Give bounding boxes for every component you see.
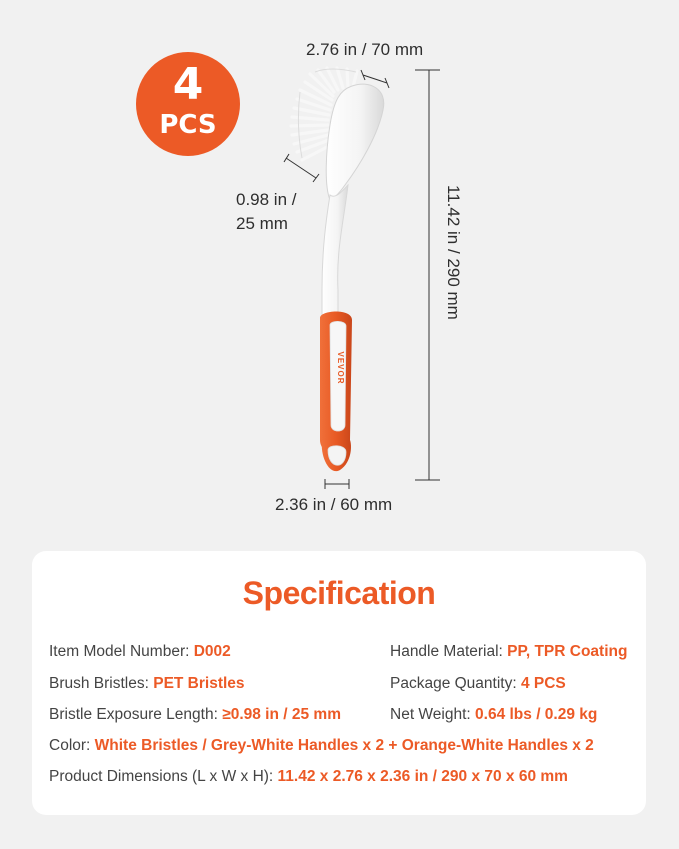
width-dimension: 2.76 in / 70 mm — [306, 40, 424, 59]
spec-title: Specification — [242, 575, 436, 611]
bristle-exposure-line1: 0.98 in / — [236, 190, 297, 209]
height-dimension: 11.42 in / 290 mm — [444, 185, 463, 320]
bristle-exposure-dimension — [236, 188, 326, 236]
spec-handle-material — [390, 643, 627, 661]
spec-value: 0.64 lbs / 0.29 kg — [475, 706, 598, 723]
handle-brand: VEVOR — [336, 351, 345, 385]
spec-value: 4 PCS — [520, 675, 566, 692]
spec-color — [49, 737, 594, 755]
badge-count: 4 — [172, 59, 204, 110]
spec-label: Brush Bristles: — [49, 675, 154, 692]
spec-label: Item Model Number: — [49, 643, 194, 660]
spec-value: ≥0.98 in / 25 mm — [222, 706, 341, 723]
badge-unit: PCS — [159, 110, 217, 140]
spec-label: Color: — [49, 737, 95, 754]
spec-value: PP, TPR Coating — [507, 643, 628, 660]
spec-item-model — [49, 643, 231, 661]
spec-exposure-length — [49, 706, 341, 724]
spec-value: PET Bristles — [153, 675, 245, 692]
base-width-dimension: 2.36 in / 60 mm — [275, 495, 393, 514]
spec-net-weight — [390, 706, 597, 724]
spec-value: White Bristles / Grey-White Handles x 2 + Orange-White Handles x 2 — [94, 737, 594, 754]
spec-label: Net Weight: — [390, 706, 476, 723]
spec-label: Bristle Exposure Length: — [49, 706, 223, 723]
spec-label: Package Quantity: — [390, 675, 521, 692]
spec-value: 11.42 x 2.76 x 2.36 in / 290 x 70 x 60 mm — [277, 768, 568, 785]
bristle-exposure-line2: 25 mm — [236, 214, 288, 233]
spec-label: Product Dimensions (L x W x H): — [49, 768, 278, 785]
specification-card — [32, 551, 646, 815]
spec-product-dimensions — [49, 768, 568, 786]
spec-label: Handle Material: — [390, 643, 508, 660]
spec-bristles — [49, 675, 245, 693]
spec-value: D002 — [193, 643, 231, 660]
brush-head — [326, 84, 384, 200]
spec-package-quantity — [390, 675, 566, 693]
